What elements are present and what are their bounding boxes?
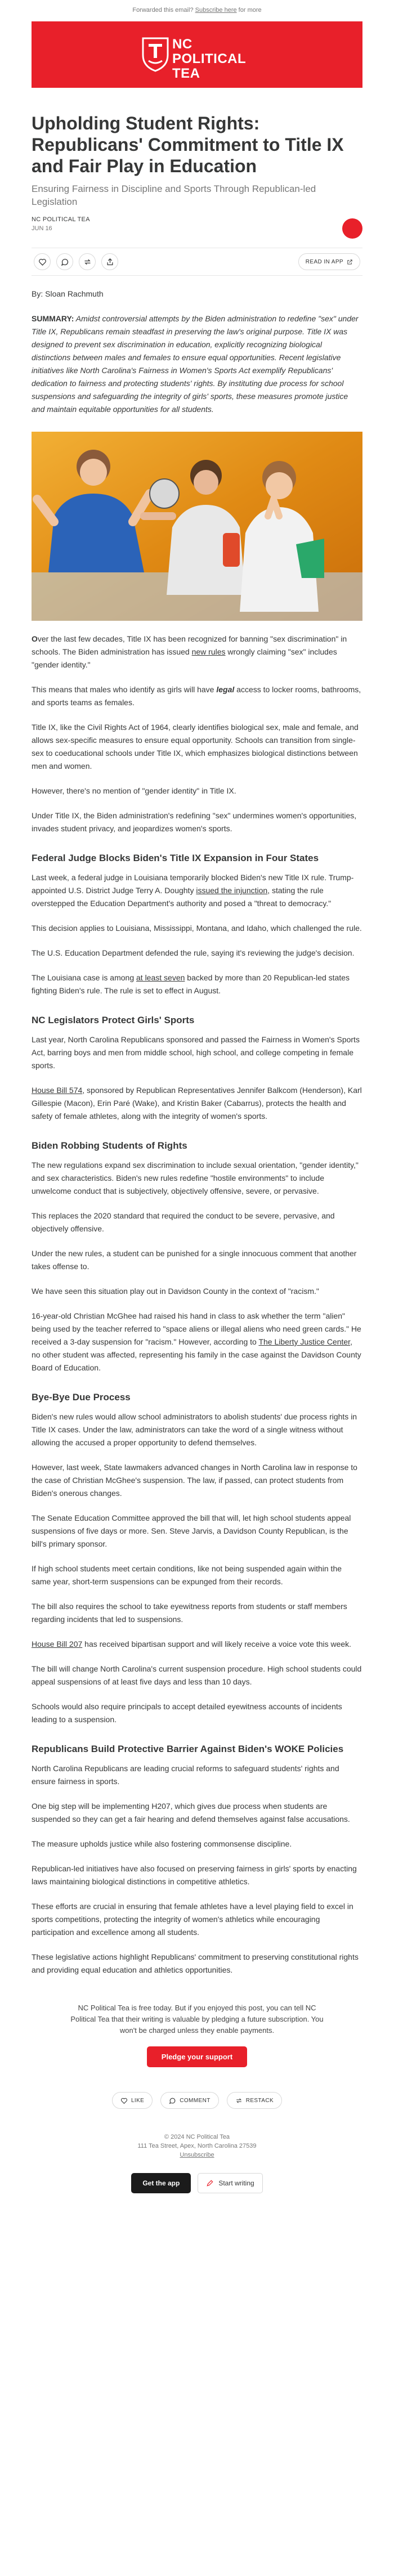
text-span: Last week, a federal judge in Louisiana temporarily blocked Biden's new Title IX rule. Trump-appointed U.S. District Judge Terry A. Doughty [32,873,354,895]
body-paragraph: Biden's new rules would allow school administrators to abolish students' due process rights in Title IX cases. Under the law, administrators can take the word of a single witness without allowing the accused a proper opportunity to defend themselves. [32,1412,357,1447]
text-span: 16-year-old Christian McGhee had raised his hand in class to ask whether the term "alien" being used by the teacher referred to "space aliens or illegal aliens who need green cards." He received a 3-day suspension for "racism." However, according to [32,1311,361,1346]
body-paragraph: The Senate Education Committee approved the bill that will, let high school students appeal suspensions of five days or more. Sen. Steve Jarvis, a Davidson County Republican, is the bill's primary sponsor. [32,1513,351,1548]
forwarded-suffix: for more [236,7,262,14]
section-heading: Bye-Bye Due Process [32,1392,131,1403]
byline: By: Sloan Rachmuth [32,289,104,298]
body-paragraph: The new regulations expand sex discrimination to include sexual orientation, "gender identity," and sex characteristics. Biden's new rules redefine "hostile environments" to include unwelcome conduct that is subjectively, objectively offensive, severe, or pervasive. [32,1161,359,1195]
body-paragraph: If high school students meet certain conditions, like not being suspended again within the same year, short-term suspensions can be expunged from their records. [32,1564,342,1586]
comment-button[interactable] [56,253,73,270]
summary-label: SUMMARY: [32,314,74,323]
post-title[interactable]: Upholding Student Rights: Republicans' Commitment to Title IX and Fair Play in Education [32,113,344,176]
copyright: © 2024 NC Political Tea [164,2134,230,2140]
section-heading: Biden Robbing Students of Rights [32,1140,187,1151]
publication-logo[interactable] [141,33,254,81]
pledge-note: NC Political Tea is free today. But if you enjoyed this post, you can tell NC Political Tea that their writing is valuable by pledging a future subscription. You won't be charged unless they enable payments. [70,2004,324,2035]
body-paragraph: Last year, North Carolina Republicans sponsored and passed the Fairness in Women's Sports Act, barring boys and men from middle school, high school, and college competing in female sports. [32,1035,360,1070]
footer-comment-button[interactable] [160,2092,218,2109]
post-body [32,288,362,1977]
injunction-link[interactable]: issued the injunction [196,886,268,895]
body-paragraph: This decision applies to Louisiana, Mississippi, Montana, and Idaho, which challenged the rule. [32,924,362,933]
share-button[interactable] [101,253,118,270]
body-paragraph: Under Title IX, the Biden administration's redefining "sex" undermines women's opportunities, invades student privacy, and jeopardizes women's sports. [32,811,357,833]
start-writing-button[interactable] [198,2173,262,2193]
body-paragraph: The measure upholds justice while also fostering commonsense discipline. [32,1839,292,1848]
legal-info [32,2133,362,2160]
body-paragraph: Title IX, like the Civil Rights Act of 1964, clearly identifies biological sex, male and female, and allows sex-specific measures to ensure equal opportunity. Schools can transition from single-sex to coeducational schools under Title IX, which emphasizes biological distinctions between men and women. [32,723,359,770]
forwarded-prefix: Forwarded this email? [132,7,195,14]
share-icon [106,258,114,266]
shield-logo-icon [141,36,170,72]
start-writing-label: Start writing [218,2179,254,2187]
body-paragraph: These legislative actions highlight Republicans' commitment to preserving constitutional rights and providing equal education and athletics opportunities. [32,1952,359,1974]
comment-icon [169,2097,176,2104]
house-bill-207-link[interactable]: House Bill 207 [32,1639,83,1648]
body-paragraph [32,1084,362,1123]
body-paragraph [32,1638,362,1651]
section-heading: NC Legislators Protect Girls' Sports [32,1015,195,1025]
text-span: access to locker rooms, bathrooms, and sports teams as females. [32,685,361,707]
heart-icon [38,258,47,266]
text-span: , stating the rule overstepped the Education Department's authority and posed a "threat to democracy." [32,886,332,908]
body-paragraph [32,633,362,671]
publication-row [32,216,362,241]
body-paragraph: Republican-led initiatives have also focused on preserving fairness in girls' sports by enacting laws maintaining biological distinctions in competitive athletics. [32,1864,357,1886]
text-span: wrongly claiming "sex" includes "gender identity." [32,647,337,669]
text-span: This means that males who identify as girls will have [32,685,217,694]
summary-paragraph [32,312,362,416]
pledge-support-button[interactable]: Pledge your support [147,2046,247,2067]
publication-avatar[interactable] [342,218,362,239]
body-paragraph: Under the new rules, a student can be punished for a single innocuous comment that another takes offense to. [32,1249,357,1271]
comment-label: COMMENT [180,2097,211,2104]
post-subtitle: Ensuring Fairness in Discipline and Sports Through Republican-led Legislation [32,183,316,207]
unsubscribe-link[interactable]: Unsubscribe [180,2152,214,2158]
post-date: JUN 16 [32,225,52,232]
body-paragraph: These efforts are crucial in ensuring that female athletes have a level playing field to excel in sports competitions, protecting the integrity of women's athletics while encouraging participation and excellence among all students. [32,1902,353,1937]
body-paragraph [32,871,362,910]
get-app-button[interactable]: Get the app [131,2173,191,2193]
emphasis-legal: legal [216,685,235,694]
footer-social-actions [32,2092,362,2109]
external-link-icon [347,259,353,265]
text-span: has received bipartisan support and will likely receive a voice vote this week. [82,1639,352,1648]
body-paragraph: Schools would also require principals to accept detailed eyewitness accounts of incidents leading to a suspension. [32,1702,342,1724]
body-paragraph: We have seen this situation play out in Davidson County in the context of "racism." [32,1287,319,1296]
app-cta-row [32,2173,362,2216]
logo-wordmark: NC POLITICAL TEA [172,37,246,81]
text-span: The Louisiana case is among [32,973,136,982]
publication-name[interactable]: NC POLITICAL TEA [32,216,90,223]
section-heading: Republicans Build Protective Barrier Against Biden's WOKE Policies [32,1744,344,1754]
summary-text: Amidst controversial attempts by the Biden administration to redefine "sex" under Title IX, Republicans remain steadfast in preserving the law's original purpose. Title IX was designed to prevent sex discrimination in education, explicitly recognizing biological distinctions between males and females to ensure equal opportunities. Recent legislative initiatives like North Carolina's Fairness in Women's Sports Act exemplify Republicans' dedication to fairness and protecting students' rights. By instituting due process for school suspensions and safeguarding the integrity of girls' sports, these measures promote justice and maintain equitable opportunities for all students. [32,314,359,414]
masthead-banner[interactable] [32,21,362,88]
restack-icon [235,2097,243,2104]
text-span: backed by more than 20 Republican-led states fighting Biden's rule. The rule is set to effect in August. [32,973,350,995]
body-paragraph: However, there's no mention of "gender identity" in Title IX. [32,786,236,795]
body-paragraph: The U.S. Education Department defended the rule, saying it's reviewing the judge's decision. [32,948,355,957]
forwarded-notice [0,0,394,21]
body-paragraph: The bill will change North Carolina's current suspension procedure. High school students could appeal suspensions of at least five days and less than 10 days. [32,1664,362,1686]
body-paragraph: North Carolina Republicans are leading crucial reforms to safeguard students' rights and ensure fairness in sports. [32,1764,339,1786]
text-span: , sponsored by Republican Representatives Jennifer Balkcom (Henderson), Karl Gillespie (Macon), Erin Paré (Wake), and Kristin Baker (Cabarrus), protects the health and safety of female athletes, along with the integrity of women's sports. [32,1086,362,1121]
body-paragraph [32,971,362,997]
body-paragraph: The bill also requires the school to take eyewitness reports from students or staff members regarding incidents that led to suspensions. [32,1602,347,1624]
body-paragraph: One big step will be implementing H207, which gives due process when students are suspended so they can get a fair hearing and defend themselves against false accusations. [32,1802,350,1824]
house-bill-574-link[interactable]: House Bill 574 [32,1086,83,1095]
at-least-seven-link[interactable]: at least seven [136,973,185,982]
pen-icon [206,2179,214,2187]
section-heading: Federal Judge Blocks Biden's Title IX Expansion in Four States [32,853,319,863]
body-paragraph [32,1310,362,1374]
text-span: Over the last few decades, Title IX has been recognized for banning "sex discrimination" in schools. The Biden administration has issued [32,634,347,656]
students-photo [32,432,362,621]
footer-restack-button[interactable] [227,2092,282,2109]
restack-button[interactable] [79,253,96,270]
restack-label: RESTACK [245,2097,274,2104]
read-in-app-button[interactable] [298,253,360,270]
restack-icon [83,258,92,266]
text-span: , no other student was affected, representing his family in the case against the Davidson County Board of Education. [32,1337,361,1372]
subscribe-link[interactable]: Subscribe here [195,7,237,14]
liberty-justice-center-link[interactable]: The Liberty Justice Center [258,1337,351,1346]
heart-icon [120,2097,128,2104]
footer-like-button[interactable] [112,2092,153,2109]
new-rules-link[interactable]: new rules [191,647,226,656]
mailing-address: 111 Tea Street, Apex, North Carolina 27539 [137,2143,257,2149]
body-paragraph: However, last week, State lawmakers advanced changes in North Carolina law in response to the case of Christian McGhee's suspension. The law, if passed, can protect students from Biden's onerous changes. [32,1463,357,1498]
comment-icon [61,258,69,266]
body-paragraph [32,683,362,709]
post-footer [32,2002,362,2216]
hero-image-students [32,432,362,621]
post-action-bar [32,248,362,276]
read-in-app-label: READ IN APP [305,258,343,265]
like-button[interactable] [34,253,51,270]
like-label: LIKE [131,2097,145,2104]
body-paragraph: This replaces the 2020 standard that required the conduct to be severe, pervasive, and objectively offensive. [32,1211,335,1233]
